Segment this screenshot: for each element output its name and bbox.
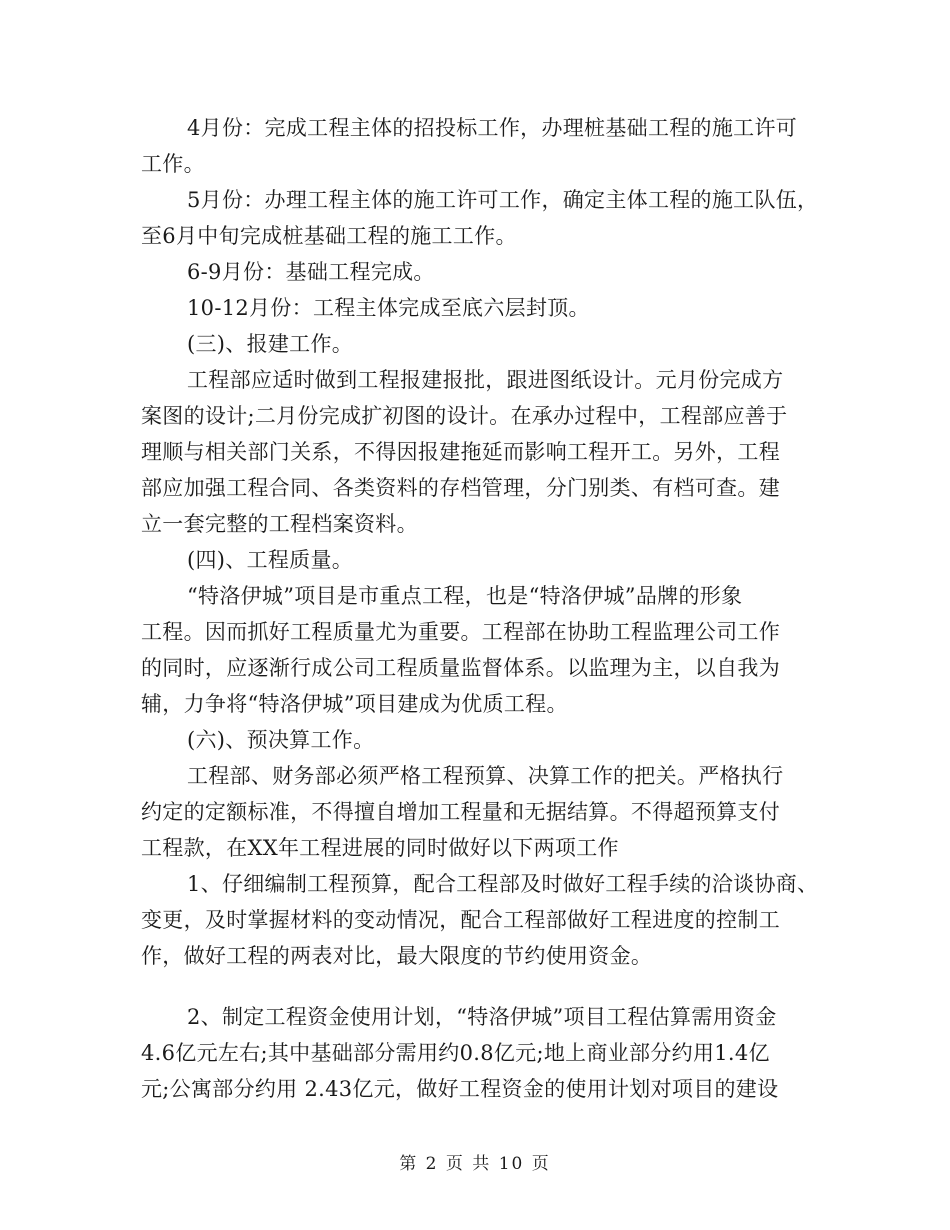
paragraph-line: 4.6亿元左右;其中基础部分需用约0.8亿元;地上商业部分约用1.4亿 (141, 1041, 770, 1065)
paragraph-line: 工程款，在XX年工程进展的同时做好以下两项工作 (141, 836, 619, 860)
paragraph-line: 理顺与相关部门关系，不得因报建拖延而影响工程开工。另外，工程 (141, 440, 780, 464)
paragraph-line: 立一套完整的工程档案资料。 (141, 512, 418, 536)
paragraph-line: 4月份：完成工程主体的招投标工作，办理桩基础工程的施工许可 (187, 116, 798, 140)
paragraph-line: 10-12月份：工程主体完成至底六层封顶。 (187, 296, 590, 320)
paragraph-line: 工程部应适时做到工程报建报批，跟进图纸设计。元月份完成方 (187, 368, 784, 392)
paragraph-line: 至6月中旬完成桩基础工程的施工工作。 (141, 224, 517, 248)
paragraph-line: 工程部、财务部必须严格工程预算、决算工作的把关。严格执行 (187, 764, 784, 788)
section-heading: (三)、报建工作。 (187, 332, 354, 356)
paragraph-line: 工程。因而抓好工程质量尤为重要。工程部在协助工程监理公司工作 (141, 620, 780, 644)
section-heading: (六)、预决算工作。 (187, 728, 375, 752)
paragraph-line: 变更，及时掌握材料的变动情况，配合工程部做好工程进度的控制工 (141, 908, 780, 932)
paragraph-line: 6-9月份：基础工程完成。 (187, 260, 435, 284)
paragraph-line: 工作。 (141, 152, 205, 176)
section-heading: (四)、工程质量。 (187, 548, 354, 572)
paragraph-line: “特洛伊城”项目是市重点工程，也是“特洛伊城”品牌的形象 (187, 584, 743, 608)
paragraph-line: 1、仔细编制工程预算，配合工程部及时做好工程手续的洽谈协商、 (187, 872, 819, 896)
paragraph-line: 部应加强工程合同、各类资料的存档管理，分门别类、有档可查。建 (141, 476, 780, 500)
paragraph-line: 5月份：办理工程主体的施工许可工作，确定主体工程的施工队伍， (187, 188, 819, 212)
paragraph-line: 元;公寓部分约用 2.43亿元，做好工程资金的使用计划对项目的建设 (141, 1077, 779, 1101)
paragraph-line: 约定的定额标准，不得擅自增加工程量和无据结算。不得超预算支付 (141, 800, 780, 824)
paragraph-line: 辅，力争将“特洛伊城”项目建成为优质工程。 (141, 692, 568, 716)
paragraph-line: 2、制定工程资金使用计划，“特洛伊城”项目工程估算需用资金 (187, 1005, 777, 1029)
paragraph-line: 案图的设计;二月份完成扩初图的设计。在承办过程中，工程部应善于 (141, 404, 788, 428)
paragraph-line: 作，做好工程的两表对比，最大限度的节约使用资金。 (141, 944, 653, 968)
page-footer: 第 2 页 共 10 页 (399, 1154, 551, 1174)
paragraph-line: 的同时，应逐渐行成公司工程质量监督体系。以监理为主，以自我为 (141, 656, 780, 680)
